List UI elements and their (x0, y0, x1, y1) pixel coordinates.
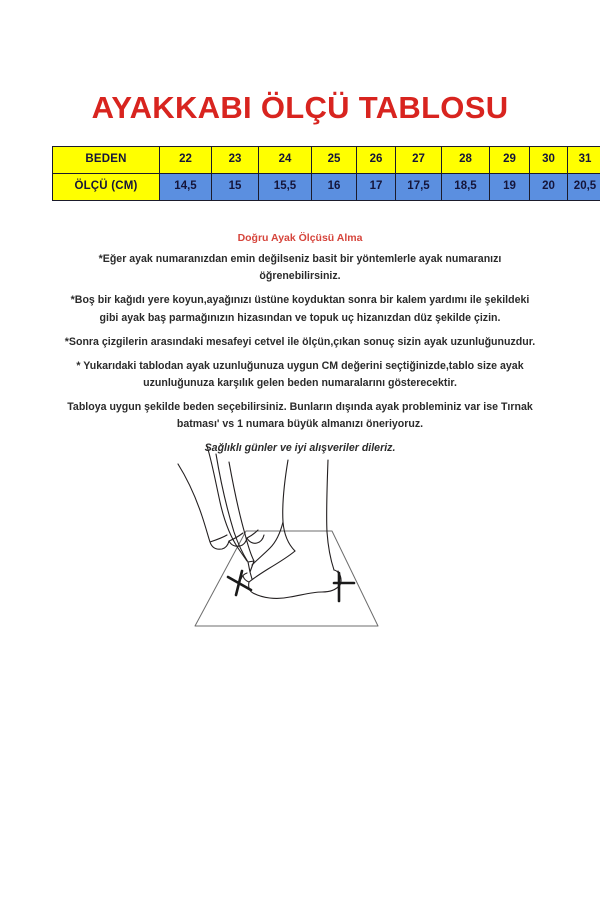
table-row-beden (53, 147, 600, 174)
instruction-paragraph: *Sonra çizgilerin arasındaki mesafeyi cetvel ile ölçün,çıkan sonuç sizin ayak uzunluğunuzdur. (64, 335, 536, 348)
measurement-cell: 17,5 (396, 174, 442, 201)
size-cell: 22 (160, 147, 212, 174)
size-table-container (52, 146, 597, 201)
leg-front-outline (327, 460, 334, 570)
instruction-paragraph: Tabloya uygun şekilde beden seçebilirsiniz. Bunların dışında ayak probleminiz var ise Tırnak batması' vs 1 numara büyük almanızı öneriyoruz. (67, 401, 533, 431)
measurement-cell: 16 (312, 174, 357, 201)
heel-mark-cross (334, 573, 354, 601)
measurement-cell: 15,5 (259, 174, 312, 201)
leg-back-outline (283, 460, 295, 551)
table-row-olcu (53, 174, 600, 201)
row-label-beden: BEDEN (53, 147, 160, 174)
pencil-tip-line (250, 572, 252, 579)
instructions-closing: Sağlıklı günler ve iyi alışveriler dileriz. (204, 441, 396, 454)
finger-line (210, 535, 227, 542)
instruction-paragraph: *Boş bir kağıdı yere koyun,ayağınızı üstüne koyduktan sonra bir kalem yardımı ile şekildeki gibi ayak baş parmağınızın hizasından ve topuk uç hizanızdan düz şekilde çizin. (70, 294, 530, 324)
size-cell: 27 (396, 147, 442, 174)
measurement-cell: 15 (212, 174, 259, 201)
size-cell: 29 (490, 147, 530, 174)
size-cell: 28 (442, 147, 490, 174)
toe-mark-cross (228, 571, 251, 595)
measurement-cell: 20 (530, 174, 568, 201)
size-cell: 31 (568, 147, 600, 174)
measurement-cell: 17 (357, 174, 396, 201)
row-label-olcu: ÖLÇÜ (CM) (53, 174, 160, 201)
page-title: AYAKKABI ÖLÇÜ TABLOSU (91, 90, 509, 125)
measurement-cell: 19 (490, 174, 530, 201)
size-cell: 25 (312, 147, 357, 174)
measurement-cell: 18,5 (442, 174, 490, 201)
instruction-paragraph: *Eğer ayak numaranızdan emin değilseniz basit bir yöntemlerle ayak numaranızı öğrenebilirsiniz. (98, 253, 502, 283)
foot-sole-outline (249, 571, 341, 598)
toe-detail (243, 576, 249, 582)
pencil-tip (248, 561, 254, 572)
instruction-paragraph: * Yukarıdaki tablodan ayak uzunluğunuza uygun CM değerini seçtiğinizde,tablo size ayak uzunluğunuza karşılık gelen beden numaralarını gösterecektir. (76, 359, 524, 390)
instructions-section (60, 232, 540, 457)
pencil-body (229, 462, 254, 561)
instructions-heading: Doğru Ayak Ölçüsü Alma (237, 232, 363, 244)
size-cell: 24 (259, 147, 312, 174)
paper-sheet-shape (195, 531, 378, 626)
size-cell: 30 (530, 147, 568, 174)
measurement-cell: 20,5 (568, 174, 600, 201)
shoe-size-table (52, 146, 600, 201)
size-cell: 23 (212, 147, 259, 174)
pencil-body (216, 454, 248, 562)
thumb-outline (207, 446, 247, 561)
measurement-cell: 14,5 (160, 174, 212, 201)
size-cell: 26 (357, 147, 396, 174)
foot-measuring-diagram (150, 440, 420, 665)
foot-top-outline (249, 551, 295, 582)
